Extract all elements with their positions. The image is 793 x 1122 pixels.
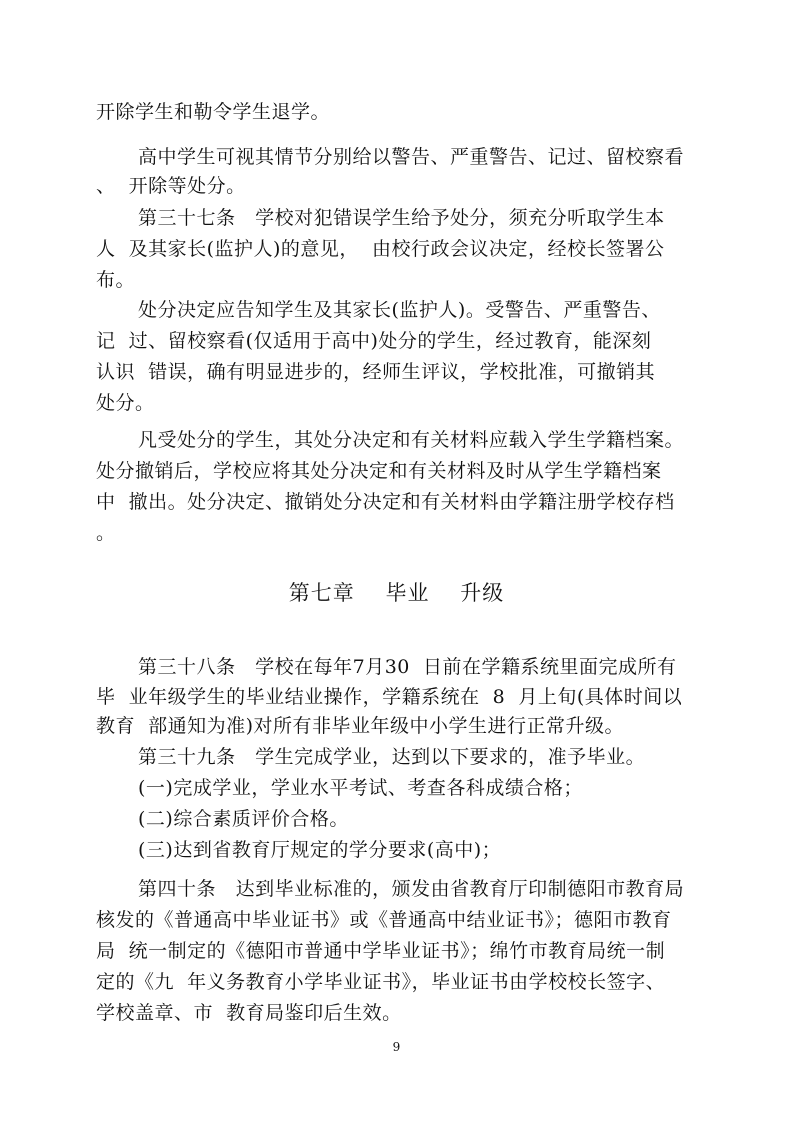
text-line: (三)达到省教育厅规定的学分要求(高中)；: [138, 839, 502, 861]
text-line: 核发的《普通高中毕业证书》或《普通高中结业证书》；德阳市教育: [96, 909, 672, 931]
text-line: 第三十七条 学校对犯错误学生给予处分，须充分听取学生本: [138, 207, 665, 229]
text-line: 。: [96, 522, 116, 544]
text-line: 凡受处分的学生，其处分决定和有关材料应载入学生学籍档案。: [138, 429, 685, 451]
text-line: 学校盖章、市 教育局鉴印后生效。: [96, 1002, 402, 1024]
text-line: 第三十八条 学校在每年7月30 日前在学籍系统里面完成所有: [138, 656, 677, 678]
page-number: 9: [392, 1040, 401, 1054]
text-line: 布。: [96, 269, 136, 291]
text-line: 高中学生可视其情节分别给以警告、严重警告、记过、留校察看: [138, 146, 685, 168]
text-line: 人 及其家长(监护人)的意见， 由校行政会议决定，经校长签署公: [96, 238, 665, 260]
text-line: 定的《九 年义务教育小学毕业证书》，毕业证书由学校校长签字、: [96, 971, 666, 993]
text-line: 第三十九条 学生完成学业，达到以下要求的，准予毕业。: [138, 746, 646, 768]
text-line: 处分撤销后，学校应将其处分决定和有关材料及时从学生学籍档案: [96, 460, 662, 482]
text-line: 第四十条 达到毕业标准的，颁发由省教育厅印制德阳市教育局: [138, 878, 685, 900]
text-line: 处分决定应告知学生及其家长(监护人)。受警告、严重警告、: [138, 299, 661, 321]
text-line: 中 撤出。处分决定、撤销处分决定和有关材料由学籍注册学校存档: [96, 491, 675, 513]
text-line: 、 开除等处分。: [96, 175, 246, 197]
text-line: 开除学生和勒令学生退学。: [96, 101, 331, 123]
text-line: 处分。: [96, 392, 155, 414]
text-line: 毕 业年级学生的毕业结业操作，学籍系统在 8 月上旬(具体时间以: [96, 686, 683, 708]
text-line: 教育 部通知为准)对所有非毕业年级中小学生进行正常升级。: [96, 715, 624, 737]
text-line: (一)完成学业，学业水平考试、考查各科成绩合格；: [138, 777, 583, 799]
text-line: 记 过、留校察看(仅适用于高中)处分的学生，经过教育，能深刻: [96, 330, 652, 352]
text-line: 认识 错误，确有明显进步的，经师生评议，学校批准，可撤销其: [96, 361, 656, 383]
text-line: 局 统一制定的《德阳市普通中学毕业证书》；绵竹市教育局统一制: [96, 940, 666, 962]
text-line: (二)综合素质评价合格。: [138, 808, 349, 830]
chapter-heading: 第七章 毕业 升级: [288, 581, 505, 605]
